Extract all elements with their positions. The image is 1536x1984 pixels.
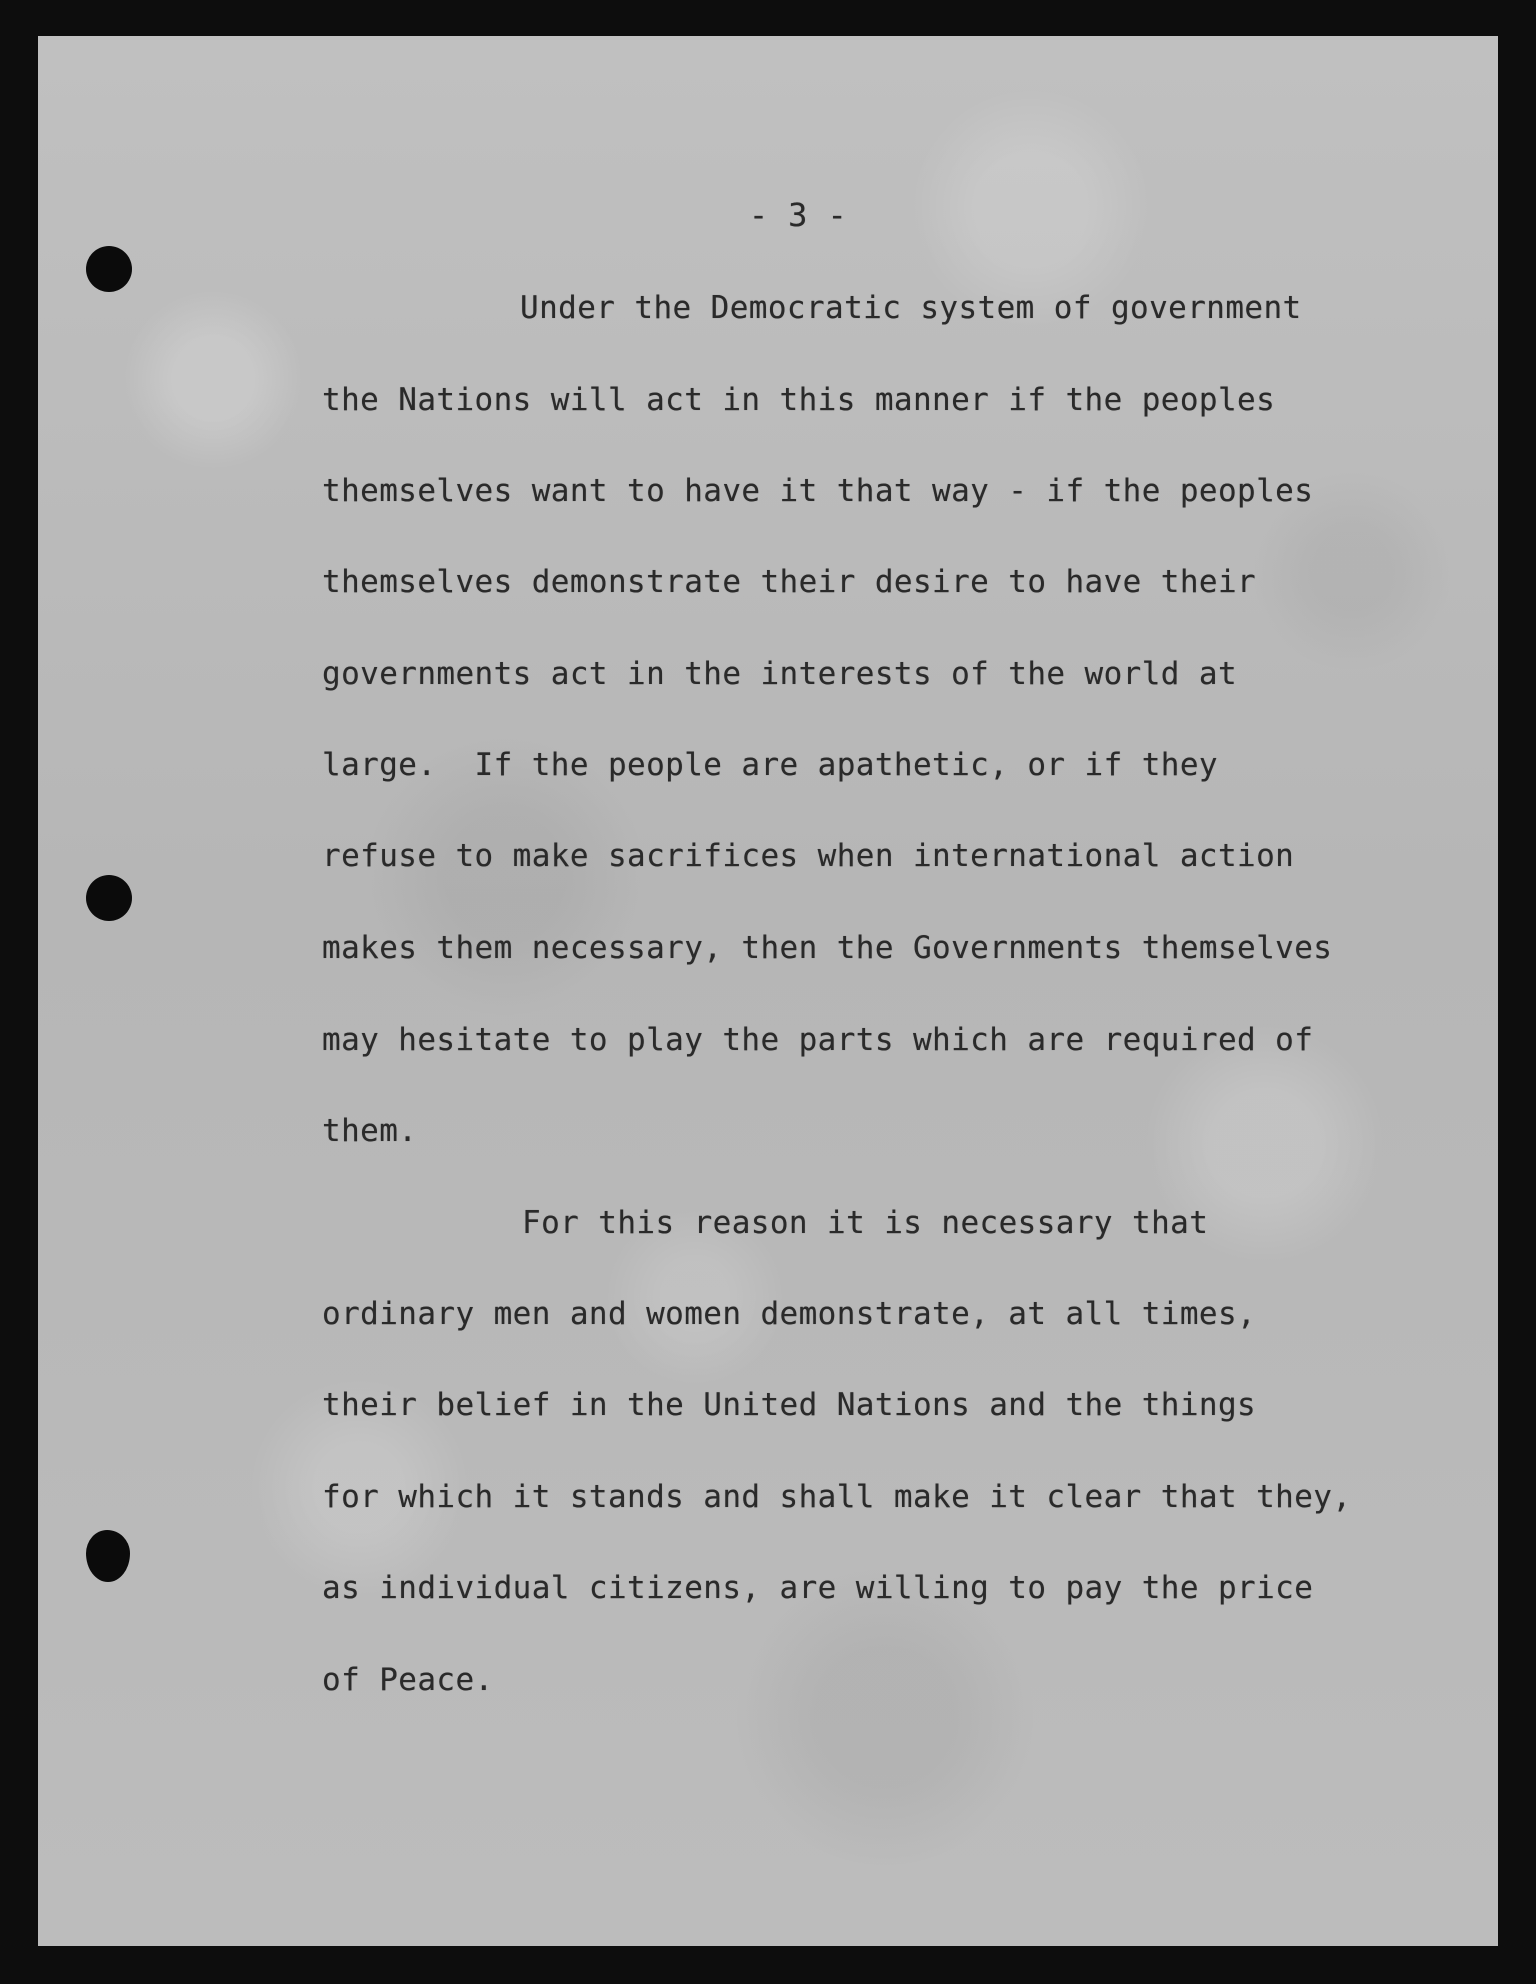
text-line: large. If the people are apathetic, or if they (322, 747, 1218, 783)
text-line: the Nations will act in this manner if the peoples (322, 382, 1276, 418)
text-line: refuse to make sacrifices when international action (322, 838, 1295, 874)
text-line: for which it stands and shall make it clear that they, (322, 1479, 1352, 1515)
text-line: themselves want to have it that way - if the peoples (322, 473, 1314, 509)
text-line: their belief in the United Nations and the things (322, 1387, 1257, 1423)
text-line: themselves demonstrate their desire to have their (322, 564, 1257, 600)
text-line: Under the Democratic system of government (520, 290, 1302, 326)
punch-hole (86, 875, 132, 921)
text-line: them. (322, 1113, 418, 1149)
text-line: of Peace. (322, 1662, 494, 1698)
text-line: ordinary men and women demonstrate, at all times, (322, 1296, 1257, 1332)
text-line: may hesitate to play the parts which are required of (322, 1022, 1314, 1058)
text-line: For this reason it is necessary that (522, 1205, 1209, 1241)
text-line: makes them necessary, then the Governments themselves (322, 930, 1333, 966)
page-number: - 3 - (748, 196, 848, 234)
punch-hole (86, 246, 132, 292)
text-line: governments act in the interests of the world at (322, 656, 1238, 692)
text-line: as individual citizens, are willing to pay the price (322, 1570, 1314, 1606)
